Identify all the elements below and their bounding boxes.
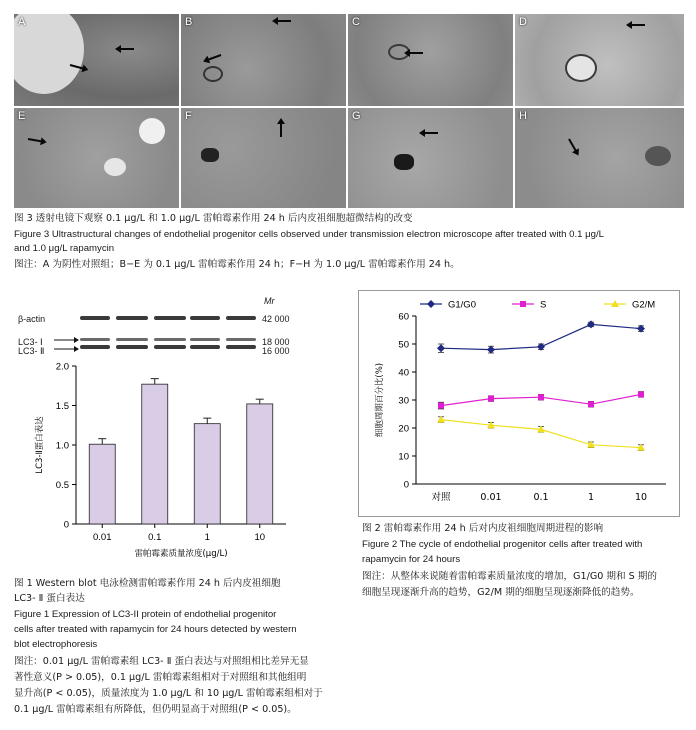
figure1-caption-cn-line1: 图 1 Western blot 电泳检测雷帕霉素作用 24 h 后内皮祖细胞 (14, 578, 281, 589)
data-point (638, 391, 644, 397)
x-axis-label: 雷帕霉素质量浓度(μg/L) (134, 549, 228, 558)
arrow-icon (280, 121, 282, 137)
figure1-caption-en-line2: cells after treated with rapamycin for 24 hours detected by western (14, 624, 297, 635)
y-tick-label: 1.0 (55, 440, 69, 452)
figure2-note-line1: 图注：从整体来说随着雷帕霉素质量浓度的增加，G1/G0 期和 S 期的 (362, 571, 657, 582)
figure2-caption-cn: 图 2 雷帕霉素作用 24 h 后对内皮祖细胞周期进程的影响 (362, 523, 604, 534)
figure1-note-line1: 图注：0.01 μg/L 雷帕霉素组 LC3- Ⅱ 蛋白表达与对照组相比差异无显 (14, 656, 309, 667)
em-panel-b (181, 14, 346, 106)
band-lc3-ii-3 (154, 345, 186, 349)
y-tick-label: 40 (398, 367, 409, 379)
blot-mw-42000: 42 000 (262, 314, 290, 324)
band-lc3-i-5 (226, 338, 256, 341)
figure2-caption-en-line2: rapamycin for 24 hours (362, 554, 461, 565)
figure3-caption-cn: 图 3 透射电镜下观察 0.1 μg/L 和 1.0 μg/L 雷帕霉素作用 24 h 后内皮祖细胞超微结构的改变 (14, 213, 413, 224)
data-point (587, 320, 595, 328)
data-point (488, 396, 494, 402)
y-tick-label: 0.5 (55, 480, 69, 491)
em-panel-a (14, 14, 179, 106)
x-tick-label: 10 (634, 492, 648, 503)
panel-label-b: B (185, 16, 193, 28)
figure2-caption-en-line1: Figure 2 The cycle of endothelial progenitor cells after treated with (362, 539, 643, 550)
bar (194, 424, 220, 524)
blot-arrows (54, 334, 80, 356)
y-tick-label: 60 (398, 311, 409, 323)
data-point (438, 403, 444, 409)
data-point (487, 346, 495, 354)
x-tick-label: 0.1 (148, 532, 162, 543)
figure3-caption-en-line2: and 1.0 μg/L rapamycin (14, 243, 115, 254)
blot-mr-label: Mr (264, 296, 275, 306)
series-line (441, 420, 641, 448)
panel-label-g: G (352, 110, 361, 122)
figure1-note-line3: 显升高(P < 0.05)，质量浓度为 1.0 μg/L 和 10 μg/L 雷帕霉素组相对于 (14, 688, 323, 699)
blot-mw-16000: 16 000 (262, 346, 290, 356)
figure1-note-line2: 著性意义(P > 0.05)，0.1 μg/L 雷帕霉素组相对于对照组和其他组明 (14, 672, 307, 683)
figure3-em-panel-grid (14, 14, 684, 208)
em-panel-c (348, 14, 513, 106)
x-tick-label: 对照 (431, 492, 451, 503)
figure1-caption-cn-line2: LC3- Ⅱ 蛋白表达 (14, 593, 85, 604)
em-panel-h (515, 108, 684, 208)
legend-entry: G1/G0 (448, 299, 476, 311)
legend-entry: G2/M (632, 299, 656, 311)
figure1-bar-chart (14, 358, 304, 558)
y-tick-label: 0 (63, 519, 69, 531)
data-point (588, 401, 594, 407)
em-panel-e (14, 108, 179, 208)
data-point (437, 344, 445, 352)
band-lc3-ii-1 (80, 345, 110, 349)
arrow-icon (118, 48, 134, 50)
y-axis-label: 细胞周期百分比(%) (375, 362, 385, 438)
band-beta-actin-4 (190, 316, 220, 320)
y-tick-label: 30 (398, 395, 409, 407)
arrow-icon (28, 138, 44, 143)
figure2-note-line2: 细胞呈现逐渐升高的趋势，G2/M 期的细胞呈现逐渐降低的趋势。 (362, 587, 640, 598)
y-tick-label: 1.5 (55, 401, 69, 412)
figure1-caption-en-line3: blot electrophoresis (14, 639, 98, 650)
em-panel-g (348, 108, 513, 208)
figure1-caption-en-line1: Figure 1 Expression of LC3-II protein of endothelial progenitor (14, 609, 277, 620)
data-point (538, 394, 544, 400)
legend-marker (520, 301, 526, 307)
band-lc3-ii-2 (116, 345, 148, 349)
band-lc3-ii-5 (226, 345, 256, 349)
y-tick-label: 20 (398, 423, 409, 435)
figure3-note: 图注：A 为阴性对照组；B−E 为 0.1 μg/L 雷帕霉素作用 24 h；F−H 为 1.0 μg/L 雷帕霉素作用 24 h。 (14, 259, 460, 270)
x-tick-label: 0.01 (480, 492, 502, 503)
band-beta-actin-2 (116, 316, 148, 320)
blot-membrane (78, 308, 258, 358)
panel-label-a: A (18, 16, 26, 28)
x-tick-label: 0.01 (93, 532, 112, 543)
x-tick-label: 1 (204, 532, 210, 543)
x-tick-label: 0.1 (533, 492, 549, 503)
band-lc3-ii-4 (190, 345, 220, 349)
band-lc3-i-1 (80, 338, 110, 341)
band-lc3-i-2 (116, 338, 148, 341)
y-tick-label: 2.0 (55, 361, 69, 373)
panel-label-e: E (18, 110, 26, 122)
blot-label-beta-actin: β-actin (18, 314, 46, 324)
y-tick-label: 0 (403, 479, 409, 491)
band-beta-actin-5 (226, 316, 256, 320)
band-beta-actin-3 (154, 316, 186, 320)
figure1-note-line4: 0.1 μg/L 雷帕霉素组有所降低，但仍明显高于对照组(P < 0.05)。 (14, 704, 297, 715)
y-tick-label: 50 (398, 339, 409, 351)
blot-label-lc3-ii: LC3- Ⅱ (18, 346, 45, 356)
band-lc3-i-3 (154, 338, 186, 341)
band-beta-actin-1 (80, 316, 110, 320)
panel-label-f: F (185, 110, 192, 122)
legend-entry: S (540, 299, 547, 311)
blot-mw-18000: 18 000 (262, 337, 290, 347)
arrow-icon (568, 139, 578, 154)
arrow-icon (275, 20, 291, 22)
legend-marker (427, 300, 435, 308)
y-axis-label: LC3-Ⅱ蛋白表达 (35, 416, 45, 474)
x-tick-label: 10 (254, 532, 266, 543)
panel-label-c: C (352, 16, 360, 28)
em-panel-f (181, 108, 346, 208)
arrow-icon (206, 54, 222, 61)
panel-label-h: H (519, 110, 527, 122)
band-lc3-i-4 (190, 338, 220, 341)
blot-label-lc3-i: LC3- Ⅰ (18, 337, 43, 347)
panel-label-d: D (519, 16, 527, 28)
x-tick-label: 1 (587, 492, 595, 503)
arrow-icon (629, 24, 645, 26)
figure3-caption-en-line1: Figure 3 Ultrastructural changes of endothelial progenitor cells observed under transmission electron microscope after treated with 0.1 μg/L (14, 229, 604, 240)
arrow-icon (407, 52, 423, 54)
figure2-line-chart (358, 290, 678, 515)
arrow-icon (422, 132, 438, 134)
em-panel-d (515, 14, 684, 106)
bar (89, 444, 115, 524)
bar (247, 404, 273, 524)
bar (142, 384, 168, 524)
y-tick-label: 10 (398, 451, 409, 463)
